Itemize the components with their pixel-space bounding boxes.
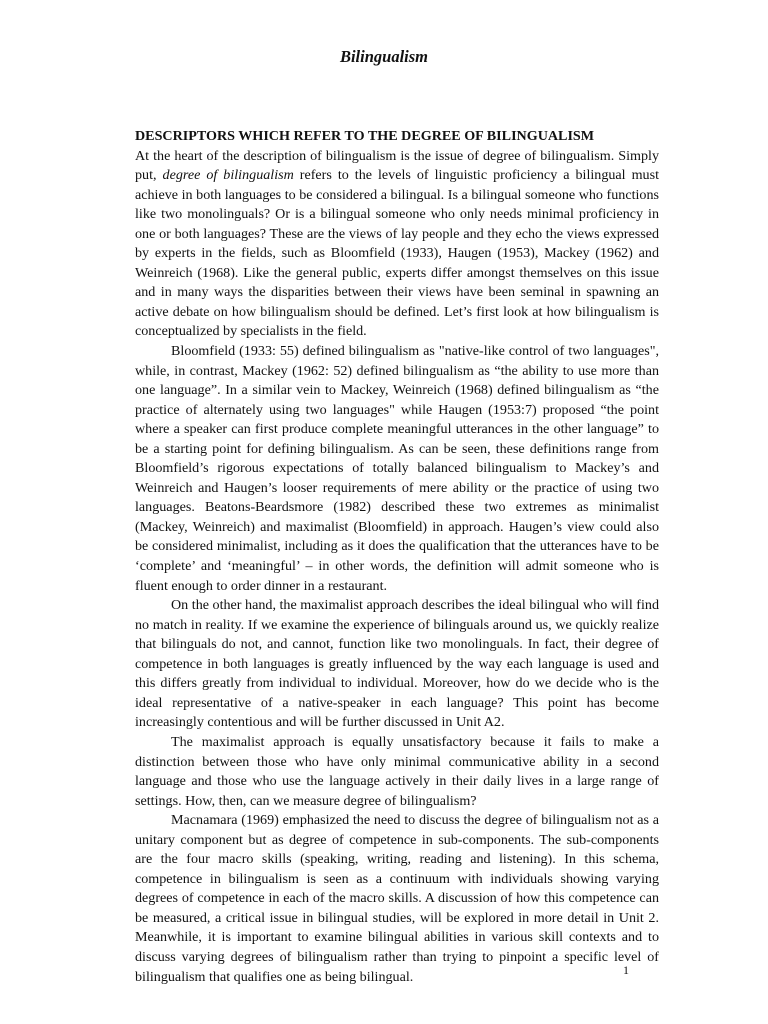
paragraph-3: On the other hand, the maximalist approach describes the ideal bilingual who will find no match in reality. If we examine the experience of bilinguals around us, we quickly realize that bilinguals do not, and cannot, function like two monolinguals. In fact, their degree of competence in both languages is greatly influenced by the way each language is used and this differs greatly from individual to individual. Moreover, how do we decide who is the ideal representative of a native-speaker in each language? This point has become increasingly contentious and will be further discussed in Unit A2. [135,597,659,731]
paragraph-1-emphasis: degree of bilingualism [162,167,294,184]
section-heading: DESCRIPTORS WHICH REFER TO THE DEGREE OF BILINGUALISM [135,128,595,144]
paragraph-1-text-end: refers to the levels of linguistic proficiency a bilingual must achieve in both languages to be considered a bilingual. Is a bilingual someone who functions like two monolinguals? Or is a bilingual someone who only needs minimal proficiency in one or both languages? These are the views of lay people and they echo the views expressed by experts in the fields, such as Bloomfield (1933), Haugen (1953), Mackey (1962) and Weinreich (1968). Like the general public, experts differ amongst themselves on this issue and in many ways the disparities between their views have been seminal in spawning an active debate on how bilingualism should be defined. Let’s first look at how bilingualism is conceptualized by specialists in the field. [135,167,659,340]
paragraph-4: The maximalist approach is equally unsatisfactory because it fails to make a distinction between those who have only minimal communicative ability in a second language and those who use the language actively in their daily lives in a large range of settings. How, then, can we measure degree of bilingualism? [135,733,659,809]
paragraph-5: Macnamara (1969) emphasized the need to discuss the degree of bilingualism not as a unitary component but as degree of competence in sub-components. The sub-components are the four macro skills (speaking, writing, reading and listening). In this schema, competence in bilingualism is seen as a continuum with individuals showing varying degrees of competence in each of the macro skills. A discussion of how this competence can be measured, a critical issue in bilingual studies, will be explored in more detail in Unit 2. Meanwhile, it is important to examine bilingual abilities in various skill contexts and to discuss varying degrees of bilingualism rather than trying to pinpoint a specific level of bilingualism that qualifies one as being bilingual. [135,812,659,985]
page-number: 1 [623,963,629,977]
paragraph-1 [135,147,659,342]
paragraph-1-text-start: At the heart of the description of bilingualism is the issue of degree of bilingualism. Simply put, [135,147,659,184]
document-body [135,127,659,987]
paragraph-2: Bloomfield (1933: 55) defined bilingualism as "native-like control of two languages", while, in contrast, Mackey (1962: 52) defined bilingualism as “the ability to use more than one language”. In a similar vein to Mackey, Weinreich (1968) defined bilingualism as “the practice of alternately using two languages" while Haugen (1953:7) proposed “the point where a speaker can first produce complete meaningful utterances in the other language” to be a starting point for defining bilingualism. As can be seen, these definitions range from Bloomfield’s rigorous expectations of totally balanced bilingualism to Mackey’s and Weinreich and Haugen’s looser requirements of mere ability or the practice of using two languages. Beatons-Beardsmore (1982) described these two extremes as minimalist (Mackey, Weinreich) and maximalist (Bloomfield) in approach. Haugen’s view could also be considered minimalist, including as it does the qualification that the utterances have to be ‘complete’ and ‘meaningful’ – in other words, the definition will admit someone who is fluent enough to order dinner in a restaurant. [135,343,659,594]
document-title: Bilingualism [339,47,429,66]
